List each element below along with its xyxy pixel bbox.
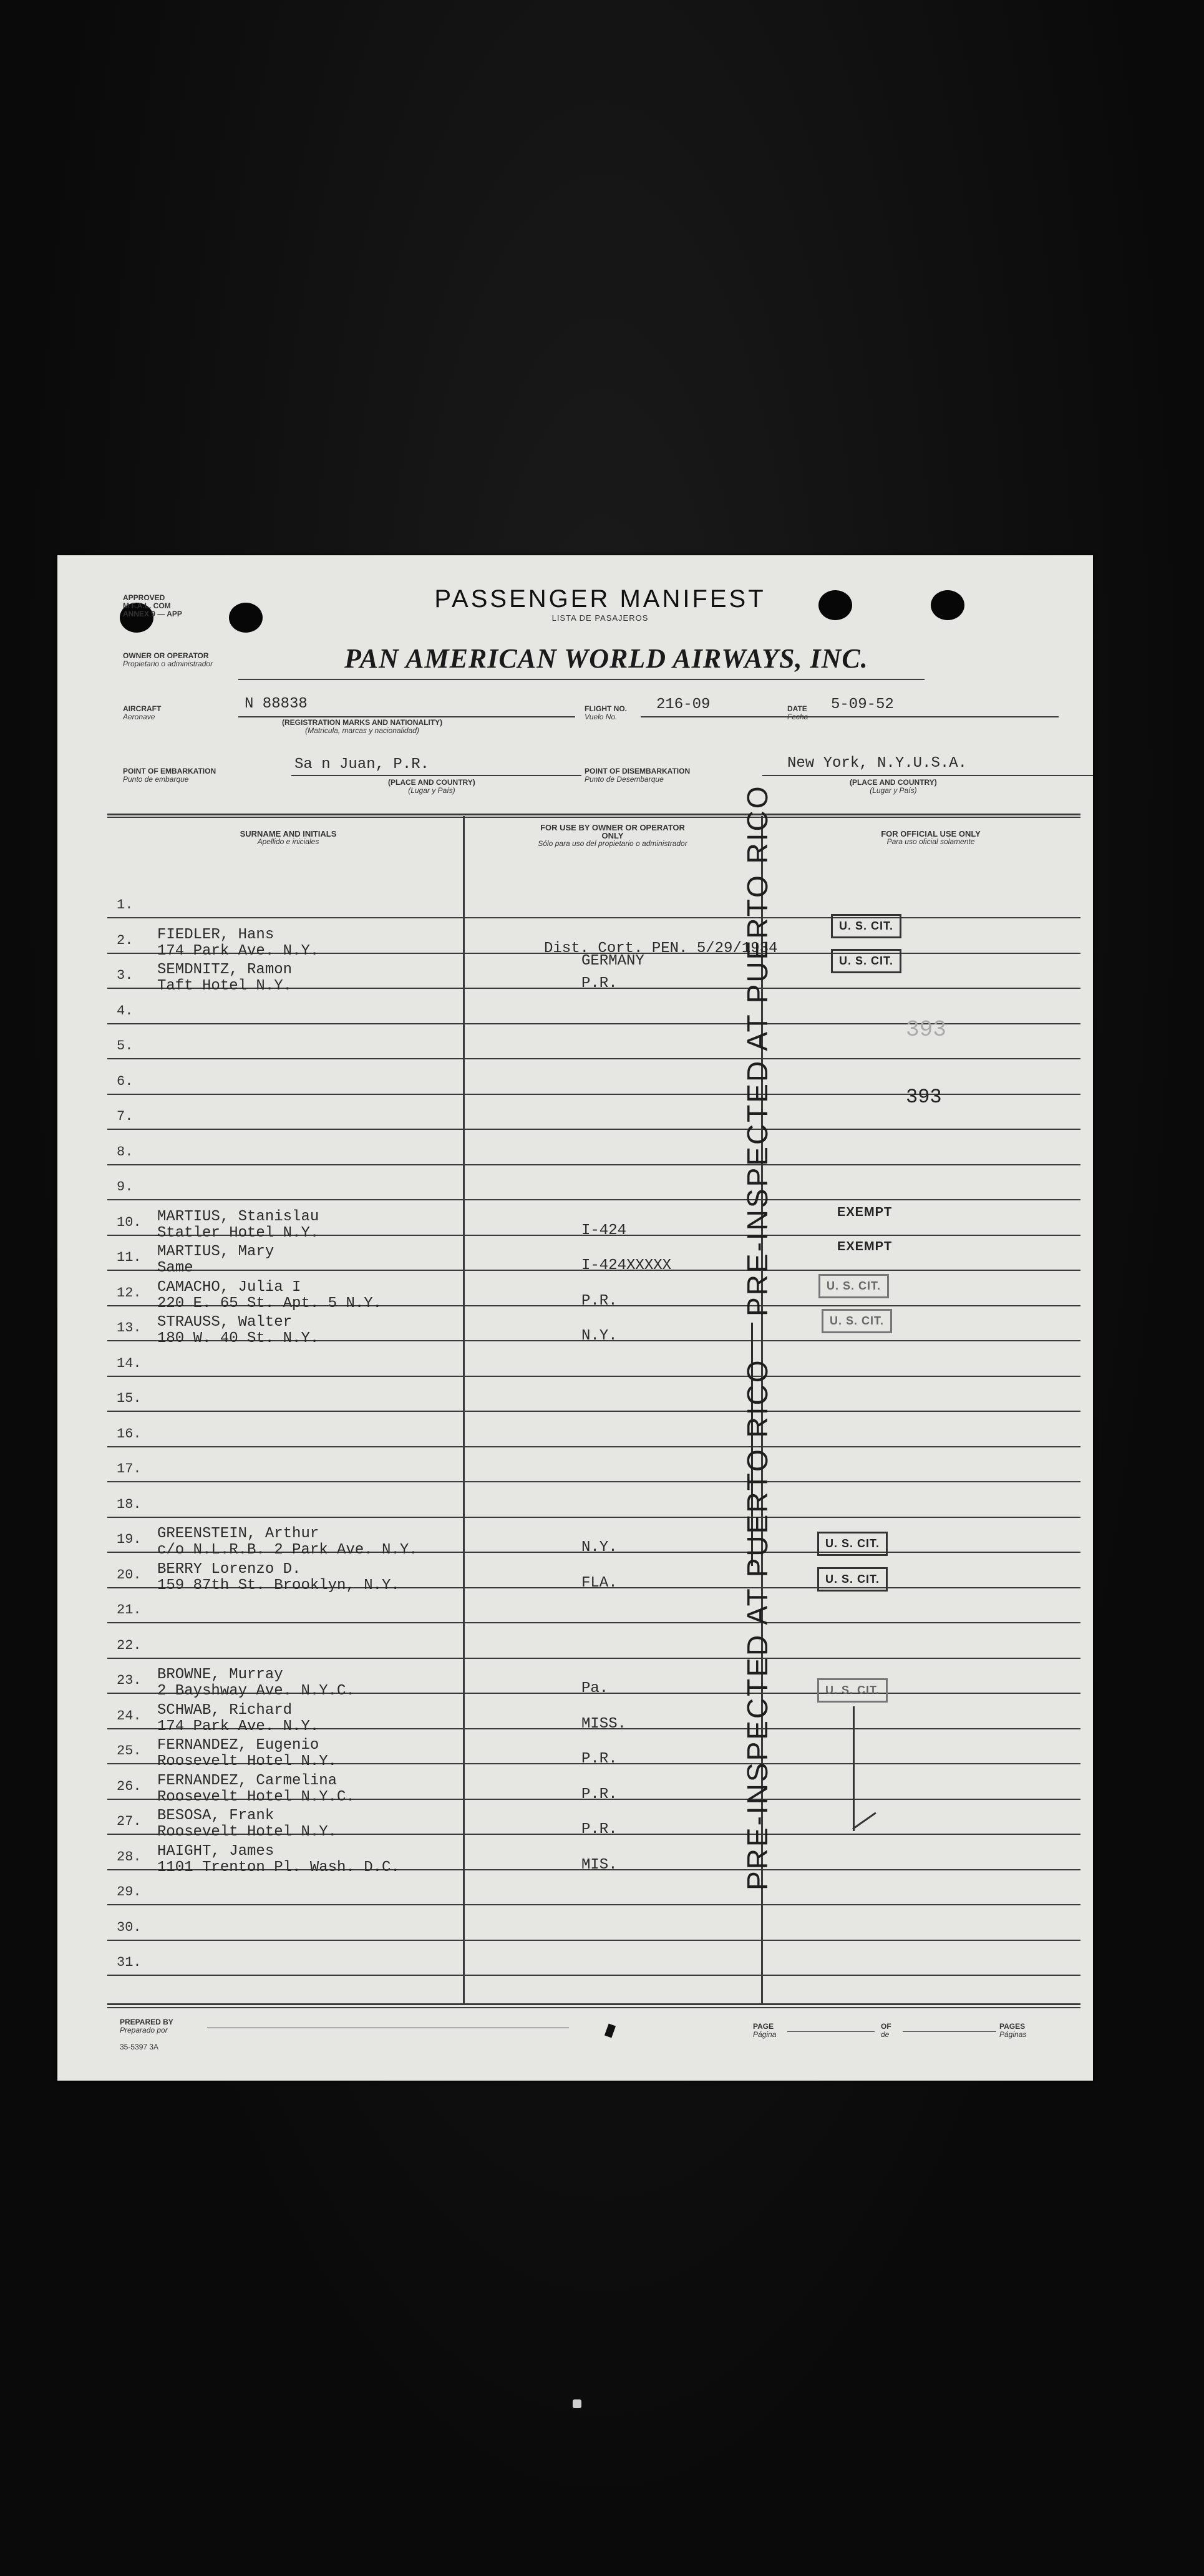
passenger-address: 174 Park Ave. N.Y. [157, 943, 319, 960]
pre-inspected-stamp: PRE-INSPECTED AT PUERTO RICO [741, 784, 774, 1316]
embark-label-block [123, 767, 216, 784]
date-label-block [787, 705, 808, 721]
place-note: (PLACE AND COUNTRY) [850, 778, 937, 787]
row-number: 9. [117, 1179, 134, 1195]
us-citizen-stamp: U. S. CIT. [817, 1567, 888, 1592]
us-citizen-stamp: U. S. CIT. [831, 914, 901, 938]
passenger-name: MARTIUS, Mary [157, 1243, 274, 1260]
page-title: PASSENGER MANIFEST [434, 585, 766, 613]
passenger-address: c/o N.L.R.B. 2 Park Ave. N.Y. [157, 1542, 418, 1558]
column-header-label: FOR OFFICIAL USE ONLY [881, 829, 981, 838]
approval-line: M F.A.L. COM [123, 601, 171, 610]
pages-label: PAGES [999, 2022, 1026, 2031]
row-number: 11. [117, 1250, 142, 1265]
registration-note-block [282, 719, 442, 735]
embark-place-note [388, 779, 475, 795]
disembark-label-block [585, 767, 690, 784]
speck [573, 2399, 581, 2408]
disembark-value: New York, N.Y.U.S.A. [787, 755, 968, 772]
row-number: 28. [117, 1849, 142, 1865]
row-rule [107, 1904, 1080, 1905]
page-label-es: Página [753, 2030, 777, 2039]
manifest-document [57, 555, 1093, 2081]
table-top-rule [107, 814, 1080, 815]
title-block [407, 585, 794, 623]
place-note-es: (Lugar y País) [870, 786, 917, 795]
row-number: 18. [117, 1497, 142, 1512]
owner-label-block [123, 652, 213, 668]
embark-label: POINT OF EMBARKATION [123, 767, 216, 775]
exempt-mark: EXEMPT [837, 1240, 893, 1253]
passenger-address: Same [157, 1260, 193, 1276]
flight-value: 216-09 [656, 696, 711, 713]
row-number: 3. [117, 968, 134, 983]
ditto-line [853, 1706, 855, 1831]
row-number: 6. [117, 1074, 134, 1089]
row-rule [107, 1517, 1080, 1518]
table-bottom-rule [107, 2003, 1080, 2005]
owner-note: I-424XXXXX [581, 1257, 672, 1274]
pre-inspected-stamp: PRE-INSPECTED AT PUERTO RICO [741, 1358, 774, 1890]
owner-note-secondary: GERMANY [581, 953, 644, 970]
approval-block [123, 594, 182, 618]
exempt-mark: EXEMPT [837, 1205, 893, 1219]
column-header-official [818, 830, 1043, 846]
owner-note: N.Y. [581, 1539, 618, 1556]
passenger-address: 220 E. 65 St. Apt. 5 N.Y. [157, 1295, 382, 1312]
passenger-name: FIEDLER, Hans [157, 926, 274, 943]
owner-note: P.R. [581, 1293, 618, 1310]
row-rule [107, 1481, 1080, 1482]
column-header-label-es: Apellido e iniciales [257, 837, 319, 846]
column-header-label: SURNAME AND INITIALS [240, 829, 337, 838]
passenger-name: BROWNE, Murray [157, 1666, 283, 1683]
page-label: PAGE [753, 2022, 774, 2031]
pages-label-es: Páginas [999, 2030, 1027, 2039]
owner-note: N.Y. [581, 1328, 618, 1344]
passenger-address: 159 87th St. Brooklyn, N.Y. [157, 1577, 400, 1594]
row-number: 26. [117, 1779, 142, 1794]
owner-note: FLA. [581, 1575, 618, 1592]
pages-label-block [999, 2023, 1026, 2039]
approval-line: APPROVED [123, 593, 165, 602]
of-label-es: de [881, 2030, 890, 2039]
owner-note: P.R. [581, 1786, 618, 1803]
row-number: 1. [117, 897, 134, 913]
us-citizen-stamp: U. S. CIT. [818, 1274, 889, 1298]
owner-label-es: Propietario o administrador [123, 659, 213, 668]
us-citizen-stamp: U. S. CIT. [817, 1532, 888, 1556]
row-rule [107, 1446, 1080, 1447]
owner-note: P.R. [581, 1751, 618, 1767]
row-number: 15. [117, 1391, 142, 1406]
owner-note: MIS. [581, 1857, 618, 1874]
passenger-address: Roosevelt Hotel N.Y.C. [157, 1789, 355, 1806]
row-number: 22. [117, 1638, 142, 1653]
row-number: 10. [117, 1215, 142, 1230]
row-number: 7. [117, 1109, 134, 1124]
row-number: 21. [117, 1602, 142, 1618]
us-citizen-stamp: U. S. CIT. [822, 1309, 892, 1333]
passenger-name: STRAUSS, Walter [157, 1314, 293, 1331]
passenger-address: Taft Hotel N.Y. [157, 978, 293, 994]
passenger-name: FERNANDEZ, Eugenio [157, 1737, 319, 1754]
row-number: 29. [117, 1884, 142, 1900]
prepared-by-block [120, 2018, 173, 2051]
owner-note: MISS. [581, 1716, 627, 1733]
form-number: 35-5397 3A [120, 2043, 159, 2051]
row-rule [107, 1622, 1080, 1623]
passenger-name: GREENSTEIN, Arthur [157, 1525, 319, 1542]
column-header-label-es: Sólo para uso del propietario o administrador [538, 839, 687, 848]
aircraft-value: N 88838 [245, 696, 308, 712]
table-top-rule [107, 817, 1080, 818]
us-citizen-stamp: U. S. CIT. [817, 1678, 888, 1703]
passenger-address: Roosevelt Hotel N.Y. [157, 1824, 337, 1840]
table-bottom-rule [107, 2007, 1080, 2008]
passenger-name: MARTIUS, Stanislau [157, 1208, 319, 1225]
embark-label-es: Punto de embarque [123, 775, 189, 784]
row-rule [107, 917, 1080, 918]
row-rule [107, 1658, 1080, 1659]
owner-note: Dist. Cort. PEN. 5/29/1934 [544, 940, 778, 957]
passenger-name: BESOSA, Frank [157, 1807, 274, 1824]
date-value: 5-09-52 [831, 696, 894, 713]
passenger-name: SEMDNITZ, Ramon [157, 961, 293, 978]
row-number: 13. [117, 1320, 142, 1336]
of-label: OF [881, 2022, 891, 2031]
row-number: 12. [117, 1285, 142, 1301]
row-number: 31. [117, 1955, 142, 1970]
punch-hole [818, 590, 852, 620]
column-header-owner [532, 824, 694, 848]
flight-label-block [585, 705, 627, 721]
of-label-block [881, 2023, 891, 2039]
disembark-label-es: Punto de Desembarque [585, 775, 664, 784]
row-number: 27. [117, 1814, 142, 1829]
ink-mark [604, 2024, 616, 2038]
flight-label-es: Vuelo No. [585, 712, 618, 721]
row-number: 24. [117, 1708, 142, 1724]
passenger-name: FERNANDEZ, Carmelina [157, 1772, 337, 1789]
row-number: 20. [117, 1567, 142, 1583]
punch-hole [931, 590, 964, 620]
place-note-es: (Lugar y País) [408, 786, 455, 795]
page-subtitle: LISTA DE PASAJEROS [551, 613, 649, 623]
date-label-es: Fecha [787, 712, 808, 721]
row-rule [107, 1199, 1080, 1200]
disembark-place-note [850, 779, 937, 795]
passenger-name: BERRY Lorenzo D. [157, 1561, 301, 1578]
row-number: 30. [117, 1920, 142, 1935]
column-header-label: FOR USE BY OWNER OR OPERATOR ONLY [540, 823, 685, 840]
column-header-label-es: Para uso oficial solamente [886, 837, 975, 846]
passenger-address: 174 Park Ave. N.Y. [157, 1718, 319, 1735]
disembark-label: POINT OF DISEMBARKATION [585, 767, 691, 775]
row-number: 16. [117, 1426, 142, 1442]
date-label: DATE [787, 704, 807, 713]
count-mark: 393 [906, 1086, 942, 1109]
aircraft-label-es: Aeronave [123, 712, 155, 721]
passenger-address: Statler Hotel N.Y. [157, 1225, 319, 1242]
registration-note-es: (Matricula, marcas y nacionalidad) [305, 726, 419, 735]
row-number: 23. [117, 1673, 142, 1688]
owner-note: P.R. [581, 975, 618, 992]
row-rule [107, 1975, 1080, 1976]
passenger-name: CAMACHO, Julia I [157, 1279, 301, 1296]
row-rule [107, 1058, 1080, 1059]
owner-note: Pa. [581, 1680, 609, 1697]
owner-note: P.R. [581, 1821, 618, 1838]
embark-value: Sa n Juan, P.R. [294, 756, 430, 773]
ditto-tick [852, 1812, 876, 1829]
divider [238, 679, 925, 680]
place-note: (PLACE AND COUNTRY) [388, 778, 475, 787]
page-line [787, 2031, 875, 2032]
us-citizen-stamp: U. S. CIT. [831, 949, 901, 973]
registration-note: (REGISTRATION MARKS AND NATIONALITY) [282, 718, 443, 727]
row-rule [107, 1129, 1080, 1130]
of-line [903, 2031, 996, 2032]
row-number: 8. [117, 1144, 134, 1160]
divider [291, 775, 581, 776]
row-rule [107, 1164, 1080, 1165]
passenger-address: 2 Bayshway Ave. N.Y.C. [157, 1683, 355, 1699]
owner-label: OWNER OR OPERATOR [123, 651, 209, 660]
row-number: 5. [117, 1038, 134, 1054]
row-rule [107, 1376, 1080, 1377]
row-number: 19. [117, 1532, 142, 1547]
passenger-name: SCHWAB, Richard [157, 1702, 293, 1719]
divider [762, 775, 1093, 776]
airline-name: PAN AMERICAN WORLD AIRWAYS, INC. [344, 643, 868, 674]
approval-line: ANNEX 9 — APP [123, 610, 182, 618]
owner-note: I-424 [581, 1222, 627, 1239]
column-header-name [176, 830, 401, 846]
row-number: 17. [117, 1461, 142, 1477]
row-number: 2. [117, 933, 134, 948]
row-number: 14. [117, 1356, 142, 1371]
aircraft-label-block [123, 705, 161, 721]
passenger-address: Roosevelt Hotel N.Y. [157, 1753, 337, 1770]
passenger-address: 1101 Trenton Pl. Wash. D.C. [157, 1859, 400, 1876]
page-label-block [753, 2023, 776, 2039]
divider [818, 716, 1059, 717]
flight-label: FLIGHT NO. [585, 704, 627, 713]
prepared-label: PREPARED BY [120, 2018, 173, 2026]
count-faint: 393 [906, 1017, 946, 1043]
row-number: 4. [117, 1003, 134, 1019]
row-number: 25. [117, 1743, 142, 1759]
aircraft-label: AIRCRAFT [123, 704, 162, 713]
divider [238, 716, 575, 717]
passenger-address: 180 W. 40 St. N.Y. [157, 1330, 319, 1347]
row-rule [107, 1411, 1080, 1412]
row-rule [107, 1940, 1080, 1941]
passenger-name: HAIGHT, James [157, 1843, 274, 1860]
prepared-label-es: Preparado por [120, 2026, 168, 2034]
punch-hole [229, 603, 263, 633]
